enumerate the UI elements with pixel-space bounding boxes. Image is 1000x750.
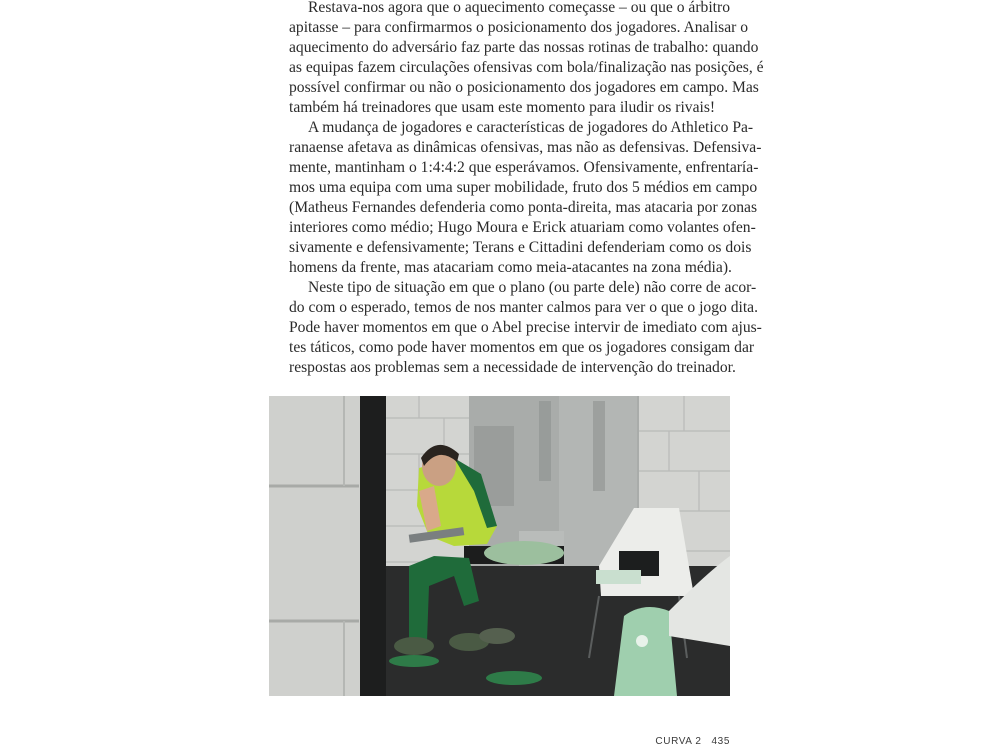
- page-footer: [655, 736, 730, 747]
- body-text: [270, 0, 764, 378]
- text-line: Pode haver momentos em que o Abel precise intervir de imediato com ajus-: [289, 319, 762, 336]
- text-line: mente, mantinham o 1:4:4:2 que esperávamos. Ofensivamente, enfrentaría-: [289, 159, 759, 176]
- text-line: Restava-nos agora que o aquecimento começasse – ou que o árbitro: [308, 0, 730, 16]
- text-line: apitasse – para confirmarmos o posicionamento dos jogadores. Analisar o: [289, 19, 749, 36]
- page-number: 435: [711, 736, 730, 747]
- photo-illustration: [269, 396, 730, 696]
- text-line: as equipas fazem circulações ofensivas com bola/finalização nas posições, é: [289, 59, 764, 76]
- paragraph-2: [270, 118, 762, 278]
- text-line: mos uma equipa com uma super mobilidade, fruto dos 5 médios em campo: [289, 179, 758, 196]
- text-line: (Matheus Fernandes defenderia como ponta-direita, mas atacaria por zonas: [289, 199, 758, 216]
- text-line: também há treinadores que usam este momento para iludir os rivais!: [289, 99, 716, 116]
- text-line: aquecimento do adversário faz parte das nossas rotinas de trabalho: quando: [289, 39, 759, 56]
- text-line: A mudança de jogadores e características de jogadores do Athletico Pa-: [308, 119, 754, 136]
- text-line: do com o esperado, temos de nos manter calmos para ver o que o jogo dita.: [289, 299, 758, 316]
- paragraph-3: [270, 278, 762, 378]
- text-line: interiores como médio; Hugo Moura e Erick atuariam como volantes ofen-: [289, 219, 756, 236]
- section-title: CURVA 2: [655, 736, 702, 747]
- text-line: respostas aos problemas sem a necessidade de intervenção do treinador.: [289, 359, 736, 376]
- locker-room-photo: [269, 396, 730, 696]
- text-line: ranaense afetava as dinâmicas ofensivas, mas não as defensivas. Defensiva-: [289, 139, 762, 156]
- text-line: possível confirmar ou não o posicionamento dos jogadores em campo. Mas: [289, 79, 759, 96]
- text-line: sivamente e defensivamente; Terans e Cittadini defenderiam como os dois: [289, 239, 752, 256]
- text-line: Neste tipo de situação em que o plano (ou parte dele) não corre de acor-: [308, 279, 757, 296]
- text-line: homens da frente, mas atacariam como meia-atacantes na zona média).: [289, 259, 732, 276]
- paragraph-1: [270, 0, 764, 118]
- text-line: tes táticos, como pode haver momentos em que os jogadores consigam dar: [289, 339, 755, 356]
